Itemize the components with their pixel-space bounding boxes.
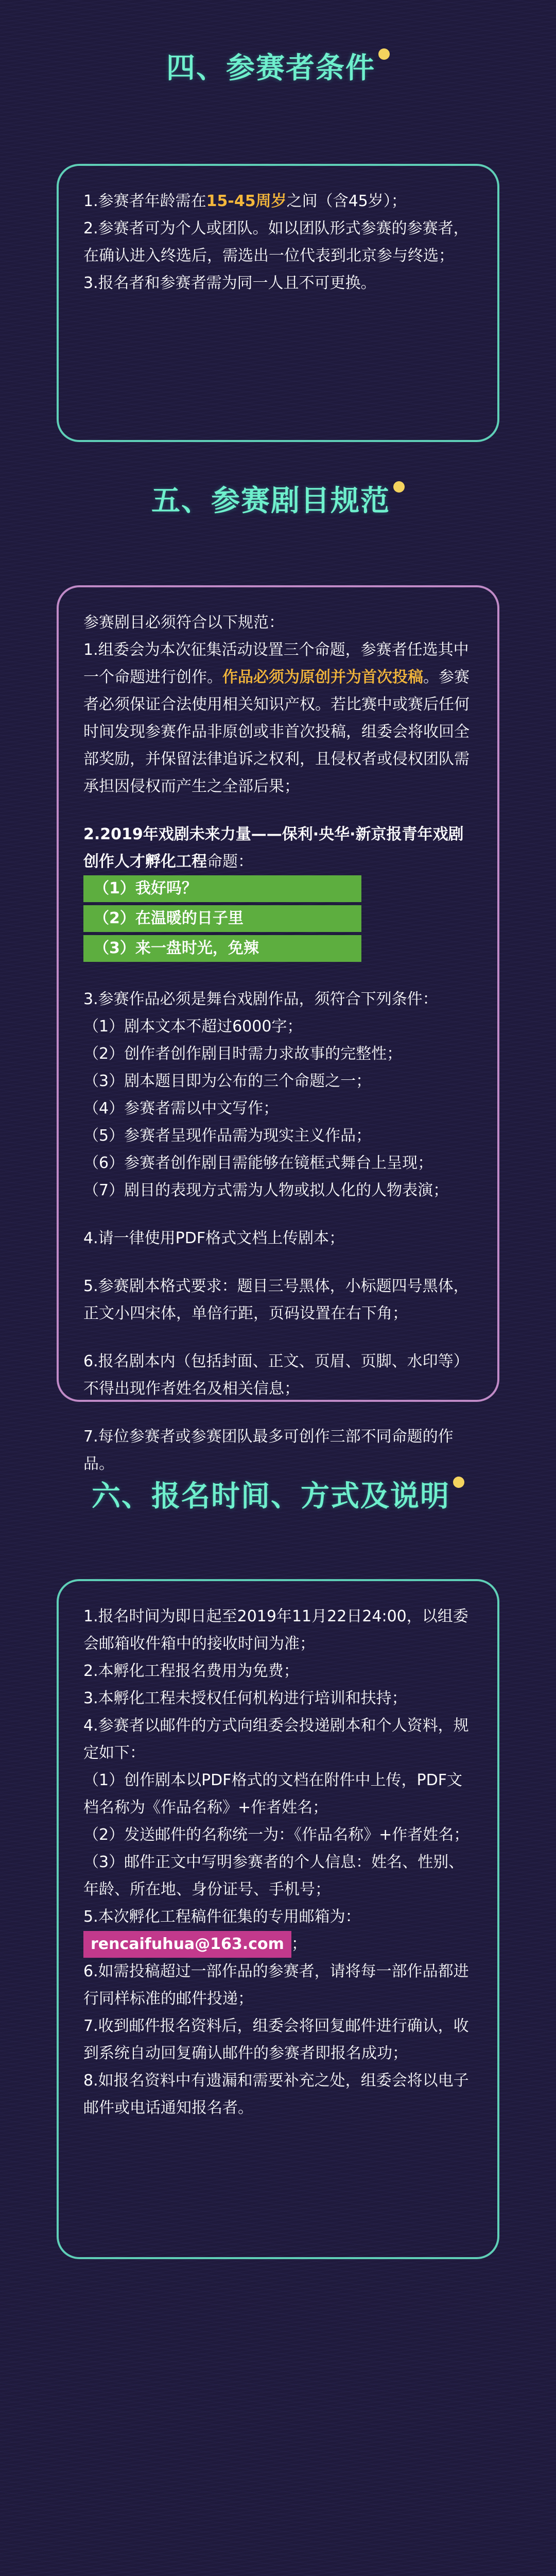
s5-cond-7: （7）剧目的表现方式需为人物或拟人化的人物表演； xyxy=(83,1181,449,1199)
yellow-dot-icon xyxy=(453,1477,464,1488)
s5-cond-5: （5）参赛者呈现作品需为现实主义作品； xyxy=(83,1127,372,1145)
yellow-dot-icon xyxy=(393,481,405,493)
s6-email-line: rencaifuhua@163.com ； xyxy=(83,1930,473,1958)
topic-chip-1: （1）我好吗？ xyxy=(83,875,361,902)
s5-cond-4: （4）参赛者需以中文写作； xyxy=(83,1099,279,1117)
s6-item-4: 4.参赛者以邮件的方式向组委会投递剧本和个人资料，规定如下： xyxy=(83,1717,469,1762)
section-6-box xyxy=(57,1579,499,2259)
age-range-highlight: 15-45周岁 xyxy=(206,192,287,210)
topic-chip-2: （2）在温暖的日子里 xyxy=(83,905,361,932)
s5-item-1: 1.组委会为本次征集活动设置三个命题，参赛者任选其中一个命题进行创作。作品必须为原创并为首次投稿。参赛者必须保证合法使用相关知识产权。若比赛中或赛后任何时间发现参赛作品非原创或非首次投稿，组委会将收回全部奖励，并保留法律追诉之权利，且侵权者或侵权团队需承担因侵权而产生之全部后果； xyxy=(83,641,470,795)
s6-item-4-3: （3）邮件正文中写明参赛者的个人信息：姓名、性别、年龄、所在地、身份证号、手机号； xyxy=(83,1853,464,1899)
section-5-box xyxy=(57,585,499,1473)
s5-item-6: 6.报名剧本内（包括封面、正文、页眉、页脚、水印等）不得出现作者姓名及相关信息； xyxy=(83,1352,469,1398)
s6-item-4-2: （2）发送邮件的名称统一为：《作品名称》+作者姓名； xyxy=(83,1826,470,1844)
section-4-heading xyxy=(0,45,556,87)
section-6-heading xyxy=(0,1473,556,1515)
section-5-title: 五、参赛剧目规范 xyxy=(151,484,390,518)
s6-item-1: 1.报名时间为即日起至2019年11月22日24:00，以组委会邮箱收件箱中的接收时间为准； xyxy=(83,1607,468,1653)
s6-item-3: 3.本孵化工程未授权任何机构进行培训和扶持； xyxy=(83,1689,407,1707)
s5-cond-3: （3）剧本题目即为公布的三个命题之一； xyxy=(83,1072,372,1090)
s6-item-2: 2.本孵化工程报名费用为免费； xyxy=(83,1662,299,1680)
s6-item-7: 7.收到邮件报名资料后，组委会将回复邮件进行确认，收到系统自动回复确认邮件的参赛者即报名成功； xyxy=(83,2017,469,2062)
s5-intro: 参赛剧目必须符合以下规范： xyxy=(83,614,284,632)
s4-item-3: 3.报名者和参赛者需为同一人且不可更换。 xyxy=(83,274,376,292)
s5-cond-6: （6）参赛者创作剧目需能够在镜框式舞台上呈现； xyxy=(83,1154,433,1172)
s4-item-2: 2.参赛者可为个人或团队。如以团队形式参赛的参赛者，在确认进入终选后，需选出一位代表到北京参与终选； xyxy=(83,219,469,265)
yellow-dot-icon xyxy=(378,48,390,60)
s5-item-4: 4.请一律使用PDF格式文档上传剧本； xyxy=(83,1229,345,1247)
original-work-highlight: 作品必须为原创并为首次投稿 xyxy=(222,668,423,686)
s5-cond-1: （1）剧本文本不超过6000字； xyxy=(83,1018,303,1036)
s6-item-4-1: （1）创作剧本以PDF格式的文档在附件中上传，PDF文档名称为《作品名称》+作者姓名； xyxy=(83,1771,462,1817)
s5-item-5: 5.参赛剧本格式要求：题目三号黑体，小标题四号黑体，正文小四宋体，单倍行距，页码设置在右下角； xyxy=(83,1277,469,1323)
s5-cond-2: （2）创作者创作剧目时需力求故事的完整性； xyxy=(83,1045,403,1063)
s6-item-8: 8.如报名资料中有遗漏和需要补充之处，组委会将以电子邮件或电话通知报名者。 xyxy=(83,2072,469,2117)
section-4-box xyxy=(57,164,499,442)
s6-item-5: 5.本次孵化工程稿件征集的专用邮箱为： xyxy=(83,1908,361,1926)
section-4-title: 四、参赛者条件 xyxy=(166,52,375,85)
section-6-title: 六、报名时间、方式及说明 xyxy=(92,1480,450,1513)
s5-item-3: 3.参赛作品必须是舞台戏剧作品，须符合下列条件： xyxy=(83,990,438,1008)
s4-item-1: 1.参赛者年龄需在15-45周岁之间（含45岁）； xyxy=(83,192,407,210)
s6-item-6: 6.如需投稿超过一部作品的参赛者，请将每一部作品都进行同样标准的邮件投递； xyxy=(83,1962,469,2008)
section-5-heading xyxy=(0,478,556,519)
s5-item-7: 7.每位参赛者或参赛团队最多可创作三部不同命题的作品。 xyxy=(83,1428,454,1473)
s5-item-2: 2.2019年戏剧未来力量——保利·央华·新京报青年戏剧创作人才孵化工程命题： xyxy=(83,825,464,871)
email-address[interactable]: rencaifuhua@163.com xyxy=(83,1931,291,1958)
topic-chip-3: （3）来一盘时光，免辣 xyxy=(83,935,361,962)
